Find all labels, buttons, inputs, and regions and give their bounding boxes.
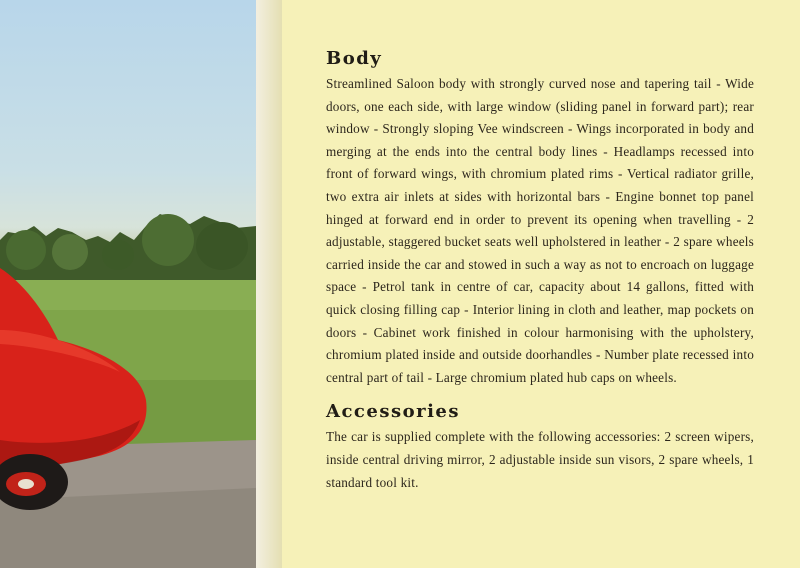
spec-text — [326, 48, 754, 494]
accessories-paragraph: The car is supplied complete with the following accessories: 2 screen wipers, inside central driving mirror, 2 adjustable inside sun visors, 2 spare wheels, 1 standard tool kit. — [326, 429, 754, 490]
tree-line — [0, 214, 256, 286]
car-photo — [0, 0, 256, 568]
body-heading: Body — [326, 48, 383, 69]
body-paragraph: Streamlined Saloon body with strongly curved nose and tapering tail - Wide doors, one each side, with large window (sliding panel in forward part); rear window - Strongly sloping Vee windscreen - Wings incorporated in body and merging at the ends into the central body lines - Headlamps recessed into front of forward wings, with chromium plated rims - Vertical radiator grille, two extra air inlets at sides with horizontal bars - Engine bonnet top panel hinged at forward end in order to prevent its opening when travelling - 2 adjustable, staggered bucket seats well upholstered in leather - 2 spare wheels carried inside the car and stowed in such a way as not to encroach on luggage space - Petrol tank in centre of car, capacity about 14 gallons, fitted with quick closing filling cap - Interior lining in cloth and leather, map pockets on doors - Cabinet work finished in colour harmonising with the upholstery, chromium plated inside and outside doorhandles - Number plate recessed into central part of tail - Large chromium plated hub caps on wheels. — [326, 76, 754, 385]
accessories-heading: Accessories — [326, 401, 461, 423]
page-gutter — [256, 0, 282, 568]
photo-illustration — [0, 0, 256, 568]
